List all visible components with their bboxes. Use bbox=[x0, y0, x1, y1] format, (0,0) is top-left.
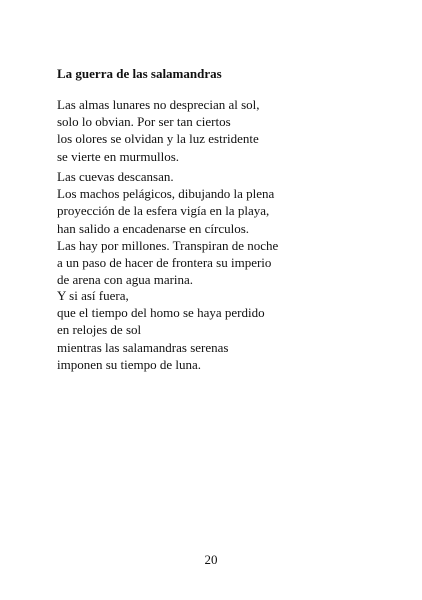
poem-line: Los machos pelágicos, dibujando la plena bbox=[57, 186, 275, 202]
stanza-1 bbox=[57, 96, 260, 165]
poem-line: a un paso de hacer de frontera su imperio bbox=[57, 255, 272, 271]
poem-title: La guerra de las salamandras bbox=[57, 66, 222, 81]
poem-line: los olores se olvidan y la luz estridente bbox=[57, 131, 259, 147]
poem-line: mientras las salamandras serenas bbox=[57, 339, 229, 355]
stanza-2 bbox=[57, 168, 278, 288]
poem-line: Las hay por millones. Transpiran de noche bbox=[57, 237, 279, 253]
poem-line: que el tiempo del homo se haya perdido bbox=[57, 305, 265, 321]
poem-line: se vierte en murmullos. bbox=[57, 148, 180, 164]
poem-line: Las cuevas descansan. bbox=[57, 169, 174, 184]
page-number: 20 bbox=[204, 552, 218, 567]
poem-line: proyección de la esfera vigía en la playa, bbox=[57, 203, 270, 219]
poem-line: de arena con agua marina. bbox=[57, 272, 194, 288]
poem-line: Y si así fuera, bbox=[57, 288, 129, 303]
poem-line: solo lo obvian. Por ser tan ciertos bbox=[57, 114, 231, 130]
poem-line: en relojes de sol bbox=[57, 322, 142, 338]
stanza-3 bbox=[57, 287, 265, 373]
poem-line: han salido a encadenarse en círculos. bbox=[57, 220, 250, 236]
poem-line: imponen su tiempo de luna. bbox=[57, 356, 202, 372]
poem-line: Las almas lunares no desprecian al sol, bbox=[57, 97, 260, 112]
